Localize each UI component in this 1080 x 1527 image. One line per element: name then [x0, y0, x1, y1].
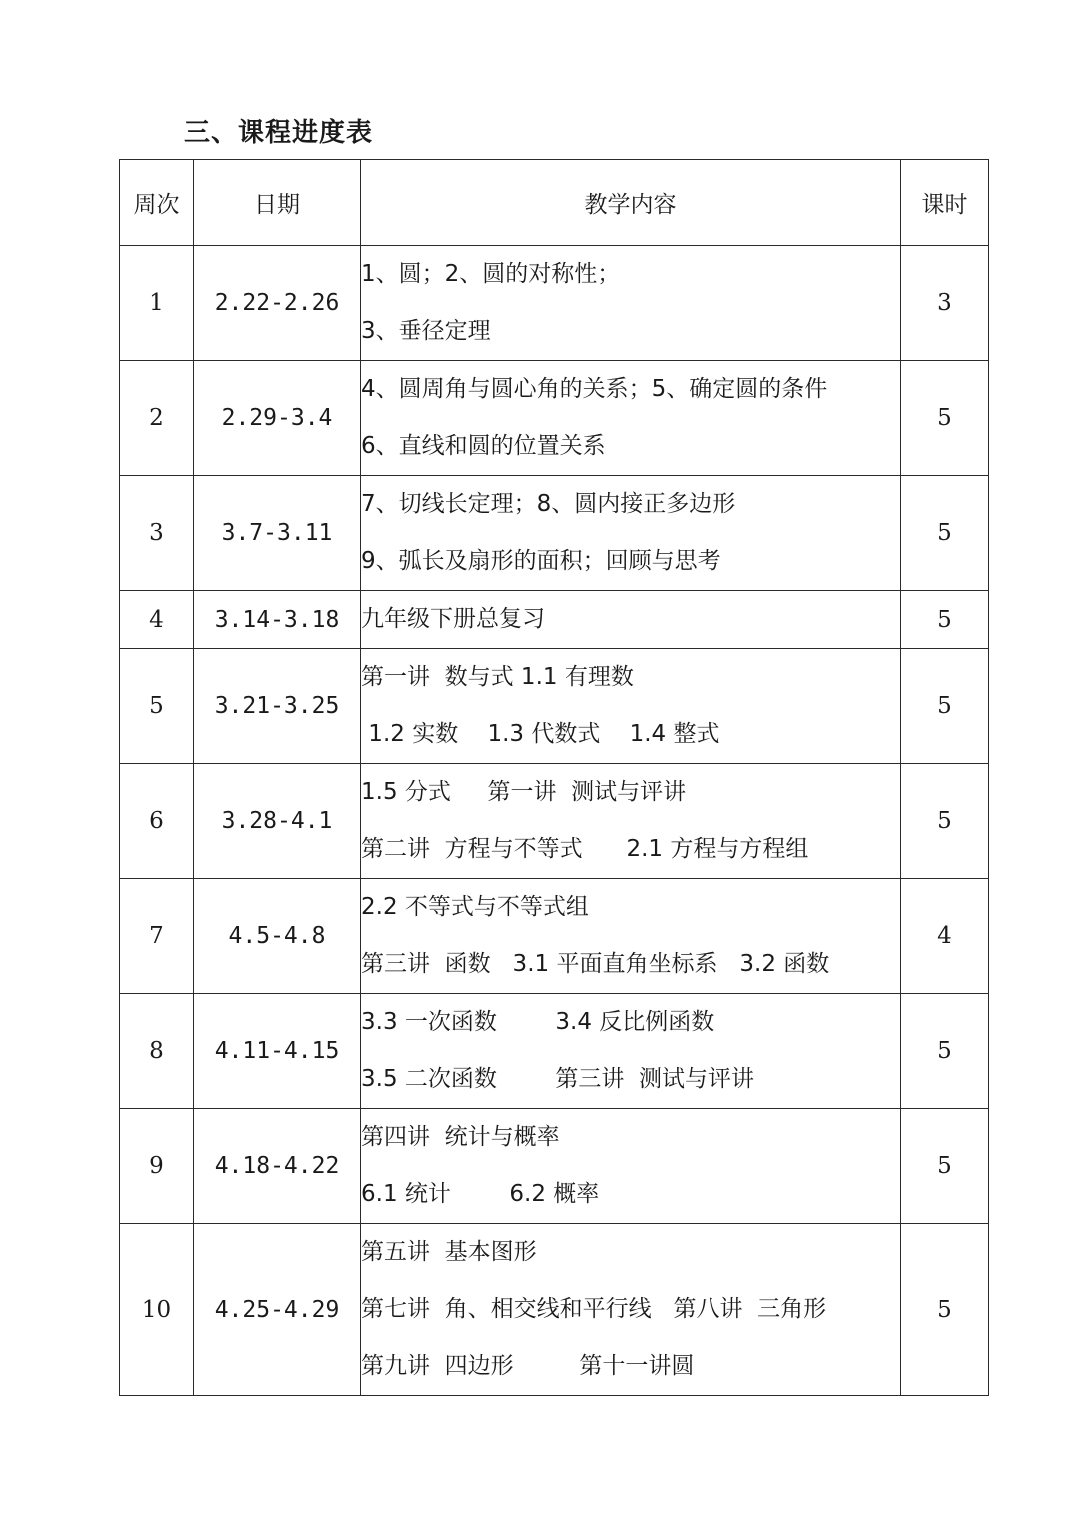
date-cell: 4.11-4.15: [194, 994, 361, 1109]
date-cell: 3.7-3.11: [194, 476, 361, 591]
content-cell: [361, 1224, 901, 1396]
table-row: [120, 994, 989, 1109]
date-cell: 4.5-4.8: [194, 879, 361, 994]
header-hours: 课时: [901, 160, 989, 246]
content-line: 2.2 不等式与不等式组: [361, 894, 589, 920]
week-cell: 2: [120, 361, 194, 476]
hours-cell: 5: [901, 1109, 989, 1224]
content-line: 第一讲 数与式 1.1 有理数: [361, 664, 634, 690]
content-line: 第三讲 函数 3.1 平面直角坐标系 3.2 函数: [361, 951, 830, 977]
week-cell: 6: [120, 764, 194, 879]
section-title: 三、课程进度表: [184, 118, 374, 148]
content-line: 1、圆；2、圆的对称性；: [361, 261, 621, 287]
table-row: [120, 361, 989, 476]
hours-cell: 5: [901, 476, 989, 591]
table-row: [120, 649, 989, 764]
date-cell: 2.22-2.26: [194, 246, 361, 361]
content-line: 4、圆周角与圆心角的关系；5、确定圆的条件: [361, 376, 828, 402]
content-line: 第七讲 角、相交线和平行线 第八讲 三角形: [361, 1296, 827, 1322]
content-line: 1.2 实数 1.3 代数式 1.4 整式: [361, 721, 720, 747]
table-row: [120, 1109, 989, 1224]
content-cell: [361, 879, 901, 994]
week-cell: 9: [120, 1109, 194, 1224]
content-cell: [361, 649, 901, 764]
hours-cell: 3: [901, 246, 989, 361]
table-row: [120, 1224, 989, 1396]
content-cell: [361, 476, 901, 591]
week-cell: 1: [120, 246, 194, 361]
header-row: [120, 160, 989, 246]
content-line: 3.5 二次函数 第三讲 测试与评讲: [361, 1066, 754, 1092]
content-line: 9、弧长及扇形的面积；回顾与思考: [361, 548, 721, 574]
week-cell: 7: [120, 879, 194, 994]
week-cell: 4: [120, 591, 194, 649]
content-line: 第五讲 基本图形: [361, 1239, 537, 1265]
header-date: 日期: [194, 160, 361, 246]
week-cell: 5: [120, 649, 194, 764]
table-row: [120, 591, 989, 649]
table-row: [120, 879, 989, 994]
table-row: [120, 246, 989, 361]
hours-cell: 5: [901, 1224, 989, 1396]
content-cell: [361, 764, 901, 879]
hours-cell: 5: [901, 361, 989, 476]
content-line: 第九讲 四边形 第十一讲圆: [361, 1353, 695, 1379]
schedule-body: [120, 246, 989, 1396]
content-cell: [361, 591, 901, 649]
content-line: 6、直线和圆的位置关系: [361, 433, 606, 459]
week-cell: 10: [120, 1224, 194, 1396]
header-week: 周次: [120, 160, 194, 246]
content-cell: [361, 246, 901, 361]
table-row: [120, 764, 989, 879]
schedule-table: [119, 159, 989, 1396]
date-cell: 3.28-4.1: [194, 764, 361, 879]
date-cell: 4.18-4.22: [194, 1109, 361, 1224]
content-line: 1.5 分式 第一讲 测试与评讲: [361, 779, 687, 805]
content-cell: [361, 994, 901, 1109]
content-cell: [361, 361, 901, 476]
date-cell: 3.21-3.25: [194, 649, 361, 764]
hours-cell: 5: [901, 764, 989, 879]
content-cell: [361, 1109, 901, 1224]
content-line: 3.3 一次函数 3.4 反比例函数: [361, 1009, 715, 1035]
hours-cell: 5: [901, 994, 989, 1109]
content-line: 3、垂径定理: [361, 318, 491, 344]
week-cell: 3: [120, 476, 194, 591]
date-cell: 4.25-4.29: [194, 1224, 361, 1396]
content-line: 第二讲 方程与不等式 2.1 方程与方程组: [361, 836, 809, 862]
header-content: 教学内容: [361, 160, 901, 246]
content-line: 第四讲 统计与概率: [361, 1124, 560, 1150]
hours-cell: 4: [901, 879, 989, 994]
date-cell: 3.14-3.18: [194, 591, 361, 649]
week-cell: 8: [120, 994, 194, 1109]
hours-cell: 5: [901, 591, 989, 649]
content-line: 九年级下册总复习: [361, 606, 545, 632]
content-line: 7、切线长定理；8、圆内接正多边形: [361, 491, 736, 517]
content-line: 6.1 统计 6.2 概率: [361, 1181, 600, 1207]
hours-cell: 5: [901, 649, 989, 764]
table-row: [120, 476, 989, 591]
date-cell: 2.29-3.4: [194, 361, 361, 476]
